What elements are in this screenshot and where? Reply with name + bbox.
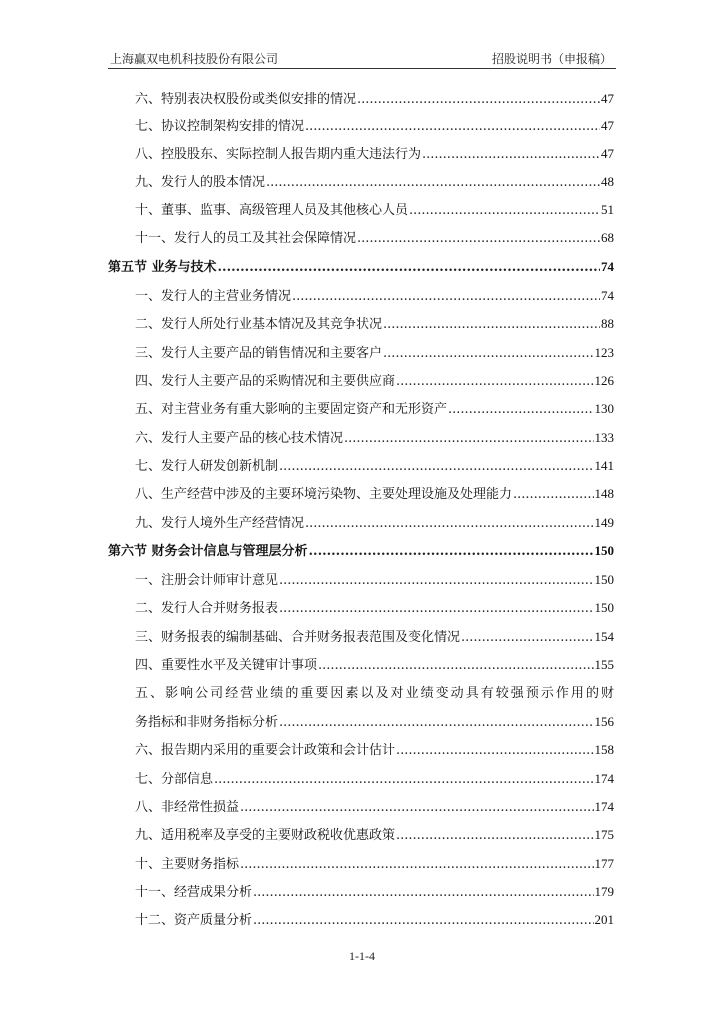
toc-entry-title: 一、发行人的主营业务情况 xyxy=(135,289,292,304)
toc-entry-page: 130 xyxy=(594,401,614,416)
toc-entry-page: 179 xyxy=(594,884,614,899)
toc-leader-dots xyxy=(292,288,600,306)
toc-entry-title: 六、发行人主要产品的核心技术情况 xyxy=(135,431,344,446)
toc-entry-page: 123 xyxy=(594,345,614,360)
toc-entry-page: 47 xyxy=(601,118,614,133)
toc-section-heading[interactable] xyxy=(108,542,614,561)
toc-entry[interactable] xyxy=(135,599,614,618)
toc-entry-page: 201 xyxy=(594,912,614,927)
toc-entry-title: 二、发行人合并财务报表 xyxy=(135,601,279,616)
toc-leader-dots xyxy=(513,486,593,504)
toc-entry-page: 175 xyxy=(594,827,614,842)
toc-entry-page: 150 xyxy=(594,572,614,587)
toc-leader-dots xyxy=(383,316,600,334)
company-name: 上海赢双电机科技股份有限公司 xyxy=(110,52,279,66)
toc-entry-title: 四、重要性水平及关键审计事项 xyxy=(135,658,318,673)
toc-leader-dots xyxy=(266,174,600,192)
toc-leader-dots xyxy=(279,458,593,476)
toc-leader-dots xyxy=(305,515,593,533)
toc-entry-page: 74 xyxy=(601,288,614,303)
toc-entry[interactable] xyxy=(135,656,614,675)
toc-entry[interactable] xyxy=(135,628,614,647)
toc-entry-page: 141 xyxy=(594,458,614,473)
toc-leader-dots xyxy=(240,856,593,874)
toc-entry[interactable] xyxy=(135,571,614,590)
toc-entry-title: 第六节 财务会计信息与管理层分析 xyxy=(108,544,308,559)
toc-entry-page: 155 xyxy=(594,657,614,672)
toc-entry-title: 八、控股股东、实际控制人报告期内重大违法行为 xyxy=(135,147,422,162)
toc-entry-title: 十一、经营成果分析 xyxy=(135,885,253,900)
toc-leader-dots xyxy=(461,629,593,647)
toc-entry[interactable] xyxy=(135,457,614,476)
toc-entry-title: 九、适用税率及享受的主要财政税收优惠政策 xyxy=(135,828,396,843)
toc-entry[interactable] xyxy=(135,400,614,419)
toc-section-heading[interactable] xyxy=(108,258,614,277)
toc-entry-title: 一、注册会计师审计意见 xyxy=(135,573,279,588)
toc-entry[interactable] xyxy=(135,798,614,817)
toc-leader-dots xyxy=(396,373,593,391)
toc-entry-title: 十二、资产质量分析 xyxy=(135,913,253,928)
toc-entry[interactable] xyxy=(135,514,614,533)
toc-entry-page: 126 xyxy=(594,373,614,388)
toc-entry-page: 149 xyxy=(594,515,614,530)
toc-entry-title: 十一、发行人的员工及其社会保障情况 xyxy=(135,231,357,246)
toc-entry-page: 174 xyxy=(594,799,614,814)
toc-leader-dots xyxy=(253,912,593,930)
toc-entry-title: 三、发行人主要产品的销售情况和主要客户 xyxy=(135,346,383,361)
toc-leader-dots xyxy=(214,771,593,789)
toc-entry-title: 九、发行人境外生产经营情况 xyxy=(135,516,305,531)
toc-entry-title: 七、发行人研发创新机制 xyxy=(135,459,279,474)
toc-leader-dots xyxy=(422,146,600,164)
toc-entry-page: 51 xyxy=(601,202,614,217)
toc-entry-wrapped-first-line[interactable]: 五、影响公司经营业绩的重要因素以及对业绩变动具有较强预示作用的财 xyxy=(135,686,614,701)
toc-leader-dots xyxy=(357,91,600,109)
toc-entry[interactable] xyxy=(135,173,614,192)
toc-entry-title: 八、生产经营中涉及的主要环境污染物、主要处理设施及处理能力 xyxy=(135,487,513,502)
toc-entry-title: 务指标和非财务指标分析 xyxy=(135,715,279,730)
toc-leader-dots xyxy=(309,543,594,561)
toc-entry[interactable] xyxy=(135,826,614,845)
toc-entry-title: 五、对主营业务有重大影响的主要固定资产和无形资产 xyxy=(135,402,448,417)
toc-entry-title: 第五节 业务与技术 xyxy=(108,260,217,275)
toc-entry-title: 十、主要财务指标 xyxy=(135,857,240,872)
page-header xyxy=(108,50,616,70)
toc-entry-page: 158 xyxy=(594,742,614,757)
toc-leader-dots xyxy=(409,202,600,220)
toc-leader-dots xyxy=(218,259,600,277)
toc-entry-title: 二、发行人所处行业基本情况及其竞争状况 xyxy=(135,317,383,332)
toc-entry[interactable] xyxy=(135,229,614,248)
toc-entry-page: 88 xyxy=(601,316,614,331)
toc-entry-page: 47 xyxy=(601,146,614,161)
toc-entry[interactable] xyxy=(135,713,614,732)
header-divider xyxy=(108,68,616,69)
toc-entry-page: 150 xyxy=(594,600,614,615)
toc-leader-dots xyxy=(383,345,593,363)
toc-entry[interactable] xyxy=(135,770,614,789)
toc-entry-page: 150 xyxy=(594,543,614,558)
toc-entry-page: 68 xyxy=(601,230,614,245)
toc-leader-dots xyxy=(448,401,593,419)
toc-leader-dots xyxy=(305,118,600,136)
toc-entry-page: 174 xyxy=(594,771,614,786)
toc-entry[interactable] xyxy=(135,90,614,109)
toc-entry-page: 177 xyxy=(594,856,614,871)
toc-entry-title: 四、发行人主要产品的采购情况和主要供应商 xyxy=(135,374,396,389)
toc-entry-title: 八、非经常性损益 xyxy=(135,800,240,815)
toc-leader-dots xyxy=(253,884,593,902)
toc-entry-page: 48 xyxy=(601,174,614,189)
toc-leader-dots xyxy=(396,827,593,845)
toc-leader-dots xyxy=(279,714,593,732)
toc-entry[interactable] xyxy=(135,287,614,306)
toc-entry[interactable] xyxy=(135,372,614,391)
toc-entry-title: 七、分部信息 xyxy=(135,772,214,787)
toc-entry-title: 六、报告期内采用的重要会计政策和会计估计 xyxy=(135,743,396,758)
document-title: 招股说明书（申报稿） xyxy=(491,52,612,66)
toc-entry[interactable] xyxy=(135,485,614,504)
page-number: 1-1-4 xyxy=(349,949,375,963)
toc-leader-dots xyxy=(240,799,593,817)
toc-entry-title: 七、协议控制架构安排的情况 xyxy=(135,119,305,134)
toc-entry-title: 六、特别表决权股份或类似安排的情况 xyxy=(135,92,357,107)
toc-leader-dots xyxy=(357,230,600,248)
toc-entry-page: 74 xyxy=(601,259,614,274)
toc-entry[interactable] xyxy=(135,117,614,136)
toc-leader-dots xyxy=(279,600,593,618)
toc-entry[interactable] xyxy=(135,315,614,334)
toc-entry-page: 154 xyxy=(594,629,614,644)
toc-entry-page: 148 xyxy=(594,486,614,501)
toc-entry-title: 三、财务报表的编制基础、合并财务报表范围及变化情况 xyxy=(135,630,461,645)
toc-entry[interactable] xyxy=(135,145,614,164)
toc-leader-dots xyxy=(396,742,593,760)
toc-entry[interactable] xyxy=(135,344,614,363)
toc-leader-dots xyxy=(279,572,593,590)
toc-entry[interactable] xyxy=(135,911,614,930)
toc-entry[interactable] xyxy=(135,741,614,760)
toc-entry-page: 133 xyxy=(594,430,614,445)
toc-entry[interactable] xyxy=(135,855,614,874)
toc-entry-title: 十、董事、监事、高级管理人员及其他核心人员 xyxy=(135,203,409,218)
toc-leader-dots xyxy=(318,657,593,675)
toc-entry-page: 156 xyxy=(594,714,614,729)
toc-entry-page: 47 xyxy=(601,91,614,106)
toc-entry[interactable] xyxy=(135,429,614,448)
toc-entry[interactable] xyxy=(135,201,614,220)
toc-entry[interactable] xyxy=(135,883,614,902)
toc-entry-title: 九、发行人的股本情况 xyxy=(135,175,266,190)
toc-leader-dots xyxy=(344,430,593,448)
